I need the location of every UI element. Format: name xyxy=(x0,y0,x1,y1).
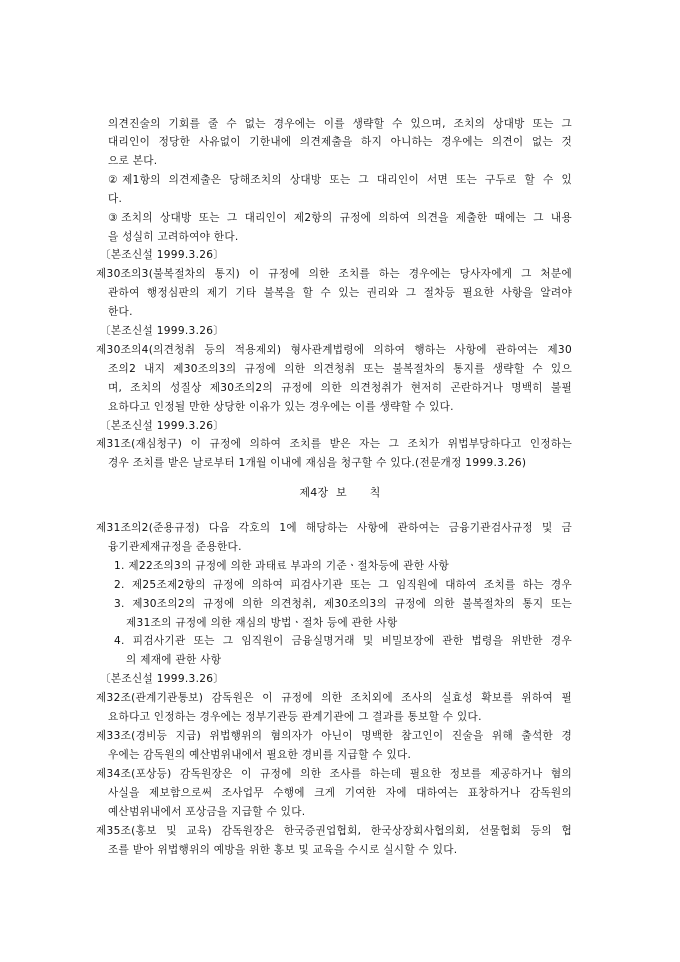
text-line: 으로 본다. xyxy=(108,155,158,167)
article-33: 제33조(경비등 지급) 위법행위의 혐의자가 아닌이 명백한 참고인이 진술을 위해 출석한 경 xyxy=(96,730,572,742)
text-line: 대리인이 정당한 사유없이 기한내에 의견제출을 하지 아니하는 경우에는 의견이 없는 것 xyxy=(108,136,572,148)
article-34: 제34조(포상등) 감독원장은 이 규정에 의한 조사를 하는데 필요한 정보를 제공하거나 혐의 xyxy=(96,768,572,780)
text-line: 조의2 내지 제30조의3의 규정에 의한 의견청취 또는 불복절차의 통지를 생략할 수 있으 xyxy=(108,363,572,375)
text-line: 제31조의 규정에 의한 재심의 방법ㆍ절차 등에 관한 사항 xyxy=(126,617,398,629)
amendment-note: 〔본조신설 1999.3.26〕 xyxy=(100,420,225,432)
text-line: 경우 조치를 받은 날로부터 1개월 이내에 재심을 청구할 수 있다.(전문개정 1999.3.26) xyxy=(108,457,527,469)
text-line: 의 제재에 관한 사항 xyxy=(126,654,222,666)
amendment-note: 〔본조신설 1999.3.26〕 xyxy=(100,249,225,261)
article-35: 제35조(홍보 및 교육) 감독원장은 한국증권업협회, 한국상장회사협의회, 선물협회 등의 협 xyxy=(96,825,572,837)
article-31: 제31조(재심청구) 이 규정에 의하여 조치를 받은 자는 그 조치가 위법부당하다고 인정하는 xyxy=(96,438,572,450)
amendment-note: 〔본조신설 1999.3.26〕 xyxy=(100,325,225,337)
text-line: 융기관제재규정을 준용한다. xyxy=(108,541,242,553)
text-line: 관하여 행정심판의 제기 기타 불복을 할 수 있는 권리와 그 절차등 필요한 사항을 알려야 xyxy=(108,287,572,299)
list-item: 2. 제25조제2항의 규정에 의하여 피검사기관 또는 그 임직원에 대하여 조치를 하는 경우 xyxy=(114,579,572,591)
text-line: 요하다고 인정될 만한 상당한 이유가 있는 경우에는 이를 생략할 수 있다. xyxy=(108,401,454,413)
text-line: 예산범위내에서 포상금을 지급할 수 있다. xyxy=(108,806,306,818)
text-line: 다. xyxy=(108,193,123,205)
article-31-2: 제31조의2(준용규정) 다음 각호의 1에 해당하는 사항에 관하여는 금융기관검사규정 및 금 xyxy=(96,522,572,534)
article-32: 제32조(관계기관통보) 감독원은 이 규정에 의한 조치외에 조사의 실효성 확보를 위하여 필 xyxy=(96,692,572,704)
text-line: 사실을 제보함으로써 조사업무 수행에 크게 기여한 자에 대하여는 표창하거나 감독원의 xyxy=(108,787,572,799)
text-line: ②제1항의 의견제출은 당해조치의 상대방 또는 그 대리인이 서면 또는 구두로 할 수 있 xyxy=(108,174,572,186)
article-30-3: 제30조의3(불복절차의 통지) 이 규정에 의한 조치를 하는 경우에는 당사자에게 그 처분에 xyxy=(96,268,572,280)
text-line: 조를 받아 위법행위의 예방을 위한 홍보 및 교육을 수시로 실시할 수 있다. xyxy=(108,844,458,856)
list-item: 1. 제22조의3의 규정에 의한 과태료 부과의 기준ㆍ절차등에 관한 사항 xyxy=(114,560,450,572)
text-line: ③조치의 상대방 또는 그 대리인이 제2항의 규정에 의하여 의견을 제출한 때에는 그 내용 xyxy=(108,212,572,224)
text-line: 을 성실히 고려하여야 한다. xyxy=(108,231,239,243)
chapter-title: 제4장 보 칙 xyxy=(299,486,381,499)
text-line: 의견진술의 기회를 줄 수 없는 경우에는 이를 생략할 수 있으며, 조치의 상대방 또는 그 xyxy=(108,118,572,130)
text-line: 요하다고 인정하는 경우에는 정부기관등 관계기관에 그 결과를 통보할 수 있다. xyxy=(108,711,482,723)
list-item: 4. 피검사기관 또는 그 임직원이 금융실명거래 및 비밀보장에 관한 법령을 위반한 경우 xyxy=(114,635,572,647)
text-line: 우에는 감독원의 예산범위내에서 필요한 경비를 지급할 수 있다. xyxy=(108,749,412,761)
text-line: 한다. xyxy=(108,306,133,318)
list-item: 3. 제30조의2의 규정에 의한 의견청취, 제30조의3의 규정에 의한 불복절차의 통지 또는 xyxy=(114,598,572,610)
article-30-4: 제30조의4(의견청취 등의 적용제외) 형사관계법령에 의하여 행하는 사항에 관하여는 제30 xyxy=(96,344,572,356)
text-line: 며, 조치의 성질상 제30조의2의 규정에 의한 의견청취가 현저히 곤란하거나 명백히 불필 xyxy=(108,382,572,394)
amendment-note: 〔본조신설 1999.3.26〕 xyxy=(100,673,225,685)
